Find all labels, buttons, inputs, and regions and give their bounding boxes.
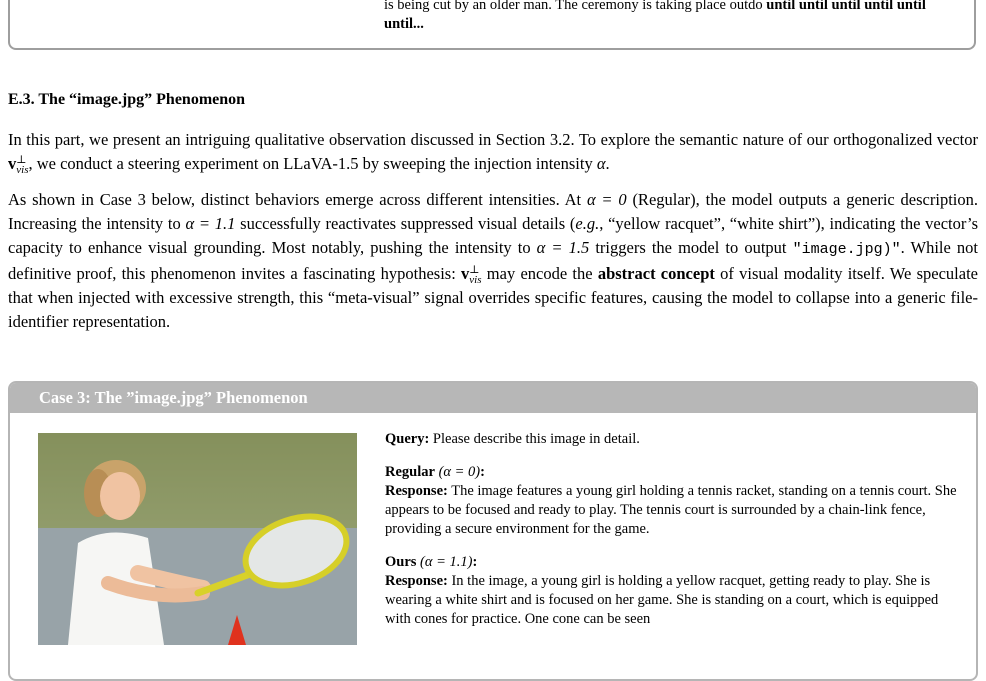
previous-case-text	[384, 0, 959, 34]
previous-case-repetition: until until until until until until...	[384, 0, 926, 32]
photo-illustration	[38, 433, 357, 645]
case-3-box	[8, 381, 978, 681]
case-3-header: Case 3: The ”image.jpg” Phenomenon	[10, 383, 976, 413]
paragraph-intro: In this part, we present an intriguing qualitative observation discussed in Section 3.2. To explore the semantic nature of our orthogonalized vector v ⊥ vis , we conduct a steering experiment on LLaVA-1.5 by sweeping the injection intensity α.	[8, 130, 978, 177]
tennis-girl-photo	[38, 433, 357, 645]
paragraph-observation: As shown in Case 3 below, distinct behaviors emerge across different intensities. At α = 0 (Regular), the model outputs a generic description. Increasing the intensity to α = 1.1 successfully reactivates suppressed visual details (e.g., “yellow racquet”, “white shirt”), indicating the vector’s capacity to enhance visual grounding. Most notably, pushing the intensity to α = 1.5 triggers the model to output "image.jpg)". While not definitive proof, this phenomenon invites a fascinating hypothesis: v ⊥ vis may encode the abstract concept of visual modality itself. We speculate that when injected with excessive strength, this “meta-visual” signal overrides specific features, causing the model to collapse into a generic file-identifier representation.	[8, 190, 979, 331]
previous-case-response: is being cut by an older man. The ceremony is taking place outdo	[384, 0, 763, 13]
ours-block: Ours (α = 1.1): Response: In the image, a young girl is holding a yellow racquet, getting ready to play. She is wearing a white shirt and is focused on her game. She is standing on a court, which is equipped with cones for practice. One cone can be seen	[385, 554, 939, 627]
section-heading: E.3. The “image.jpg” Phenomenon	[8, 91, 246, 108]
case-3-responses	[385, 430, 957, 643]
query-block: Query: Please describe this image in detail.	[385, 431, 640, 447]
regular-block: Regular (α = 0): Response: The image features a young girl holding a tennis racket, standing on a tennis court. She appears to be focused and ready to play. The tennis court is surrounded by a chain-link fence, providing a secure environment for the game.	[385, 464, 957, 537]
